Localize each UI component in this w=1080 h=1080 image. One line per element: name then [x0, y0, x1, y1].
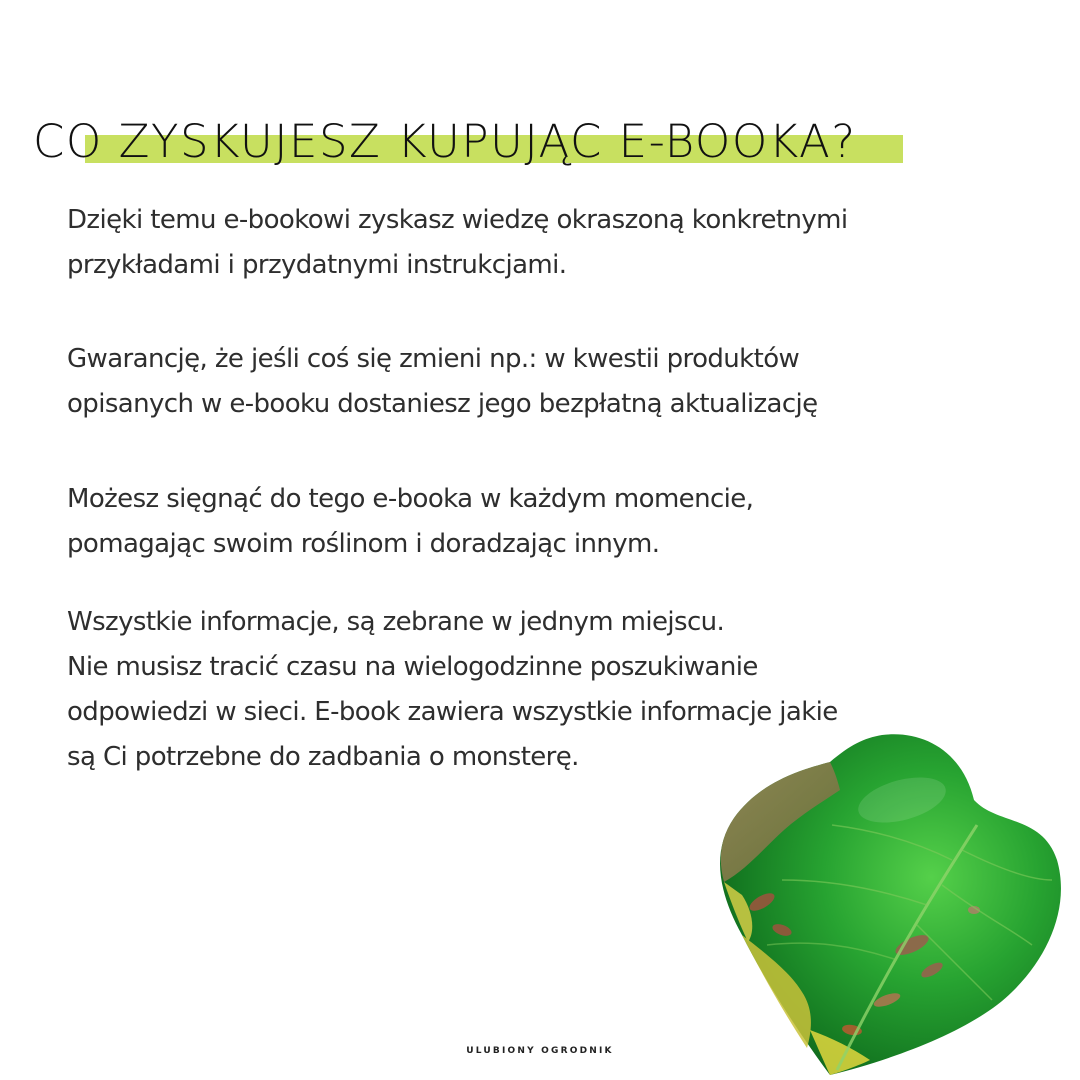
paragraph-line: Nie musisz tracić czasu na wielogodzinne poszukiwanie	[67, 652, 758, 682]
paragraph-line: przykładami i przydatnymi instrukcjami.	[67, 250, 567, 280]
paragraph-line: pomagając swoim roślinom i doradzając innym.	[67, 529, 660, 559]
monstera-leaf-image	[712, 730, 1072, 1080]
paragraph-line: opisanych w e-booku dostaniesz jego bezpłatną aktualizację	[67, 389, 818, 419]
paragraph-line: są Ci potrzebne do zadbania o monsterę.	[67, 742, 579, 772]
paragraph-line: Możesz sięgnąć do tego e-booka w każdym momencie,	[67, 484, 754, 514]
paragraph-line: Gwarancję, że jeśli coś się zmieni np.: w kwestii produktów	[67, 344, 800, 374]
brand-footer: ULUBIONY OGRODNIK	[466, 1046, 614, 1056]
paragraph-line: odpowiedzi w sieci. E-book zawiera wszystkie informacje jakie	[67, 697, 838, 727]
paragraph-knowledge	[67, 198, 1057, 288]
paragraph-line: Wszystkie informacje, są zebrane w jednym miejscu.	[67, 607, 725, 637]
page-title: CO ZYSKUJESZ KUPUJĄC E-BOOKA?	[33, 115, 857, 168]
paragraph-line: Dzięki temu e-bookowi zyskasz wiedzę okraszoną konkretnymi	[67, 205, 848, 235]
title-block	[33, 110, 1073, 180]
paragraph-anytime	[67, 477, 1057, 567]
paragraph-guarantee	[67, 337, 1057, 427]
